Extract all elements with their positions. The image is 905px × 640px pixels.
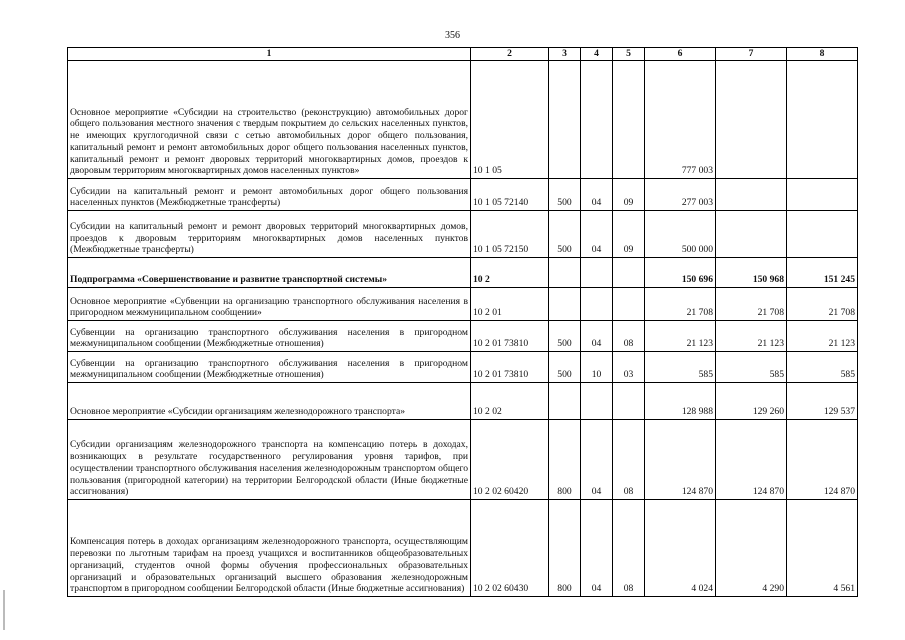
- row-code: 10 2 01 73810: [471, 321, 549, 352]
- row-name: Субсидии на капитальный ремонт и ремонт дворовых территорий многоквартирных домов, проездов к дворовым территориям многоквартирных домов населенных пунктов (Межбюджетные трансферты): [68, 211, 471, 258]
- row-year2: 21 123: [716, 321, 787, 352]
- row-col5: [613, 288, 645, 321]
- row-col3: [549, 383, 581, 420]
- row-col4: 04: [581, 179, 613, 211]
- header-col-3: 3: [549, 48, 581, 61]
- header-row: [68, 48, 858, 61]
- row-year3: [787, 179, 858, 211]
- row-col5: 03: [613, 352, 645, 383]
- row-col5: 09: [613, 211, 645, 258]
- row-code: 10 2: [471, 258, 549, 288]
- header-col-7: 7: [716, 48, 787, 61]
- table-row: [68, 179, 858, 211]
- row-code: 10 1 05: [471, 61, 549, 179]
- row-col3: 500: [549, 321, 581, 352]
- row-col3: 800: [549, 500, 581, 597]
- row-col3: [549, 258, 581, 288]
- row-year2: [716, 61, 787, 179]
- row-name: Субсидии на капитальный ремонт и ремонт автомобильных дорог общего пользования населенных пунктов (Межбюджетные трансферты): [68, 179, 471, 211]
- row-year1: 128 988: [645, 383, 716, 420]
- row-year2: 585: [716, 352, 787, 383]
- row-name: Субвенции на организацию транспортного обслуживания населения в пригородном межмуниципальном сообщении (Межбюджетные отношения): [68, 321, 471, 352]
- row-year1: 500 000: [645, 211, 716, 258]
- row-year1: 4 024: [645, 500, 716, 597]
- header-col-2: 2: [471, 48, 549, 61]
- row-code: 10 1 05 72150: [471, 211, 549, 258]
- scan-edge-mark: [3, 590, 5, 630]
- row-year2: 124 870: [716, 420, 787, 500]
- table-row: [68, 288, 858, 321]
- row-name: Основное мероприятие «Субсидии организациям железнодорожного транспорта»: [68, 383, 471, 420]
- row-year2: 129 260: [716, 383, 787, 420]
- row-year1: 21 708: [645, 288, 716, 321]
- row-year1: 277 003: [645, 179, 716, 211]
- row-col5: 08: [613, 321, 645, 352]
- row-col4: 04: [581, 420, 613, 500]
- row-year3: 124 870: [787, 420, 858, 500]
- row-col3: [549, 288, 581, 321]
- row-year3: 4 561: [787, 500, 858, 597]
- row-code: 10 2 02 60430: [471, 500, 549, 597]
- row-col4: [581, 383, 613, 420]
- row-year1: 124 870: [645, 420, 716, 500]
- row-col3: 500: [549, 352, 581, 383]
- row-col4: [581, 258, 613, 288]
- budget-table: [67, 47, 858, 597]
- table-row-subprogram: [68, 258, 858, 288]
- page-number: 356: [445, 30, 460, 41]
- row-year3: 21 708: [787, 288, 858, 321]
- row-year2: 150 968: [716, 258, 787, 288]
- table-row: [68, 321, 858, 352]
- row-code: 10 2 01 73810: [471, 352, 549, 383]
- row-year2: 21 708: [716, 288, 787, 321]
- table-row: [68, 352, 858, 383]
- row-col3: 800: [549, 420, 581, 500]
- row-col5: 08: [613, 420, 645, 500]
- table-row: [68, 420, 858, 500]
- row-col3: 500: [549, 179, 581, 211]
- row-col5: 09: [613, 179, 645, 211]
- row-year1: 777 003: [645, 61, 716, 179]
- table-row: [68, 211, 858, 258]
- table-row: [68, 61, 858, 179]
- header-col-4: 4: [581, 48, 613, 61]
- row-year1: 21 123: [645, 321, 716, 352]
- header-col-1: 1: [68, 48, 471, 61]
- row-name: Основное мероприятие «Субвенции на организацию транспортного обслуживания населения в пригородном межмуниципальном сообщении»: [68, 288, 471, 321]
- row-col4: 04: [581, 500, 613, 597]
- row-year1: 585: [645, 352, 716, 383]
- table-row: [68, 383, 858, 420]
- row-col3: 500: [549, 211, 581, 258]
- row-name: Субвенции на организацию транспортного обслуживания населения в пригородном межмуниципальном сообщении (Межбюджетные отношения): [68, 352, 471, 383]
- row-year3: [787, 211, 858, 258]
- row-year3: 585: [787, 352, 858, 383]
- row-col4: [581, 288, 613, 321]
- row-year3: 129 537: [787, 383, 858, 420]
- row-year1: 150 696: [645, 258, 716, 288]
- row-name: Основное мероприятие «Субсидии на строительство (реконструкцию) автомобильных дорог общего пользования местного значения с твердым покрытием до сельских населенных пунктов, не имеющих круглогодичной связи с сетью автомобильных дорог общего пользования, капитальный ремонт и ремонт автомобильных дорог общего пользования населенных пунктов, капитальный ремонт и ремонт дворовых территорий многоквартирных домов, проездов к дворовым территориям многоквартирных домов населенных пунктов»: [68, 61, 471, 179]
- row-year3: [787, 61, 858, 179]
- row-col4: 04: [581, 321, 613, 352]
- row-col5: [613, 61, 645, 179]
- row-col4: 04: [581, 211, 613, 258]
- row-col4: [581, 61, 613, 179]
- row-code: 10 1 05 72140: [471, 179, 549, 211]
- row-col3: [549, 61, 581, 179]
- header-col-5: 5: [613, 48, 645, 61]
- row-code: 10 2 02: [471, 383, 549, 420]
- row-name: Подпрограмма «Совершенствование и развитие транспортной системы»: [68, 258, 471, 288]
- row-col5: 08: [613, 500, 645, 597]
- row-name: Компенсация потерь в доходах организациям железнодорожного транспорта, осуществляющим перевозки по льготным тарифам на проезд учащихся и воспитанников общеобразовательных организаций, студентов очной формы обучения профессиональных образовательных организаций и образовательных организаций высшего образования железнодорожным транспортом в пригородном сообщении Белгородской области (Иные бюджетные ассигнования): [68, 500, 471, 597]
- row-col5: [613, 258, 645, 288]
- row-name: Субсидии организациям железнодорожного транспорта на компенсацию потерь в доходах, возникающих в результате государственного регулирования уровня тарифов, при осуществлении транспортного обслуживания населения железнодорожным транспортом общего пользования (пригородной категории) на территории Белгородской области (Иные бюджетные ассигнования): [68, 420, 471, 500]
- table-row: [68, 500, 858, 597]
- row-col5: [613, 383, 645, 420]
- row-col4: 10: [581, 352, 613, 383]
- row-year2: 4 290: [716, 500, 787, 597]
- row-year3: 151 245: [787, 258, 858, 288]
- header-col-8: 8: [787, 48, 858, 61]
- row-year3: 21 123: [787, 321, 858, 352]
- row-year2: [716, 211, 787, 258]
- row-code: 10 2 02 60420: [471, 420, 549, 500]
- header-col-6: 6: [645, 48, 716, 61]
- row-code: 10 2 01: [471, 288, 549, 321]
- row-year2: [716, 179, 787, 211]
